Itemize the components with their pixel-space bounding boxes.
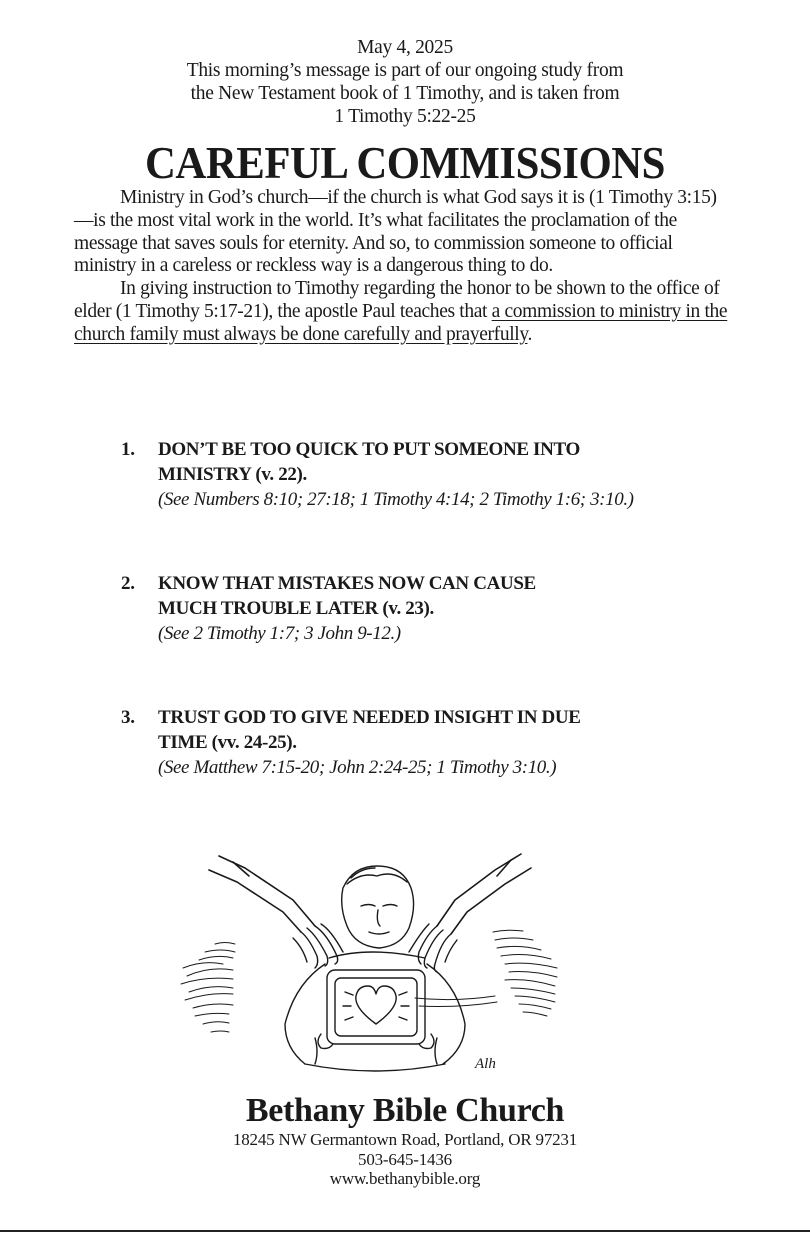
sermon-title: CAREFUL COMMISSIONS [144,137,666,188]
church-phone: 503-645-1436 [358,1149,452,1169]
intro-paragraph-2-end: . [527,323,533,345]
scripture-passage: 1 Timothy 5:22-25 [334,106,476,127]
page-bottom-rule [0,1230,810,1232]
series-intro-line-2: the New Testament book of 1 Timothy, and is taken from [190,83,620,104]
point-heading: TRUST GOD TO GIVE NEEDED INSIGHT IN DUE TIME (vv. 24-25). [158,707,581,753]
point-references: (See Numbers 8:10; 27:18; 1 Timothy 4:14; 2 Timothy 1:6; 3:10.) [158,489,634,510]
point-references: (See Matthew 7:15-20; John 2:24-25; 1 Timothy 3:10.) [158,757,557,778]
left-hatching [181,943,235,1033]
church-website: www.bethanybible.org [329,1169,481,1188]
church-name: Bethany Bible Church [245,1092,565,1129]
artist-signature: Alh [475,1056,496,1072]
church-address: 18245 NW Germantown Road, Portland, OR 97231 [232,1130,578,1149]
series-intro-line-1: This morning’s message is part of our ongoing study from [186,60,624,81]
point-heading: DON’T BE TOO QUICK TO PUT SOMEONE INTO MINISTRY (v. 22). [158,439,580,485]
bulletin-header [0,36,810,128]
intro-paragraph-2 [74,278,734,346]
point-number: 3. [121,707,135,728]
point-number: 2. [121,573,135,594]
intro-paragraph-1-text: Ministry in God’s church—if the church is what God says it is (1 Timothy 3:15)—is the most vital work in the world. It’s what facilitates the proclamation of the message that saves souls for eternity. And so, to commission someone to official ministry in a careless or reckless way is a dangerous thing to do. [74,187,717,277]
sermon-introduction [74,187,734,347]
point-references: (See 2 Timothy 1:7; 3 John 9-12.) [158,623,401,644]
heart-tablet [327,970,425,1044]
main-proposition: a commission to ministry in the church family must always be done carefully and prayerfully [74,300,728,345]
point-heading: KNOW THAT MISTAKES NOW CAN CAUSE MUCH TROUBLE LATER (v. 23). [158,573,536,619]
commissioning-illustration [175,848,565,1086]
intro-paragraph-2-lead: In giving instruction to Timothy regarding the honor to be shown to the office of elder (1 Timothy 5:17-21), the apostle Paul teaches that [74,278,720,322]
church-footer [0,1092,810,1189]
right-hand [409,924,457,972]
point-number: 1. [121,439,135,460]
right-hatching [415,930,557,1016]
laying-on-of-hands-drawing [175,848,565,1086]
kneeling-figure-head [342,866,414,948]
sermon-date: May 4, 2025 [357,37,453,58]
intro-paragraph-1 [74,187,734,278]
